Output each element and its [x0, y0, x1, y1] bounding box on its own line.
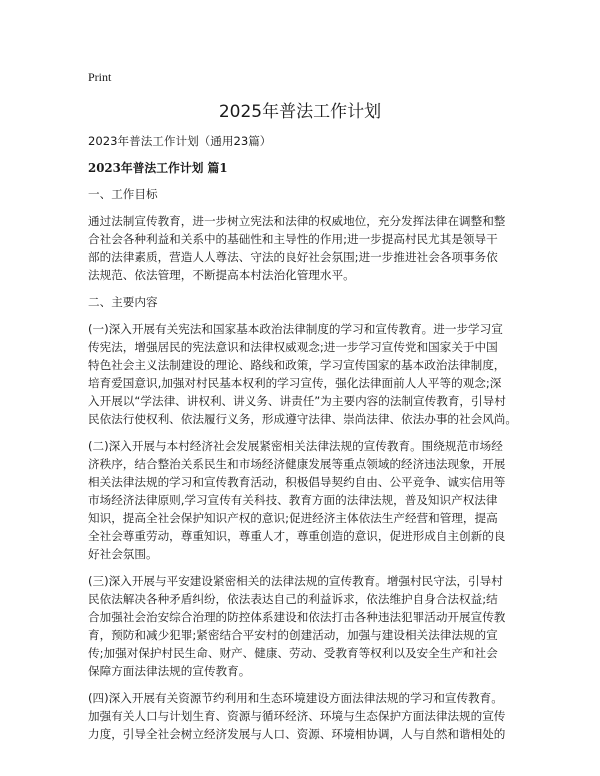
- paragraph-line: 全社会尊重劳动，尊重知识，尊重人才，尊重创造的意识，促进形成自主创新的良: [88, 529, 506, 543]
- paragraph-line: (二)深入开展与本村经济社会发展紧密相关法律法规的宣传教育。围绕规范市场经: [88, 439, 503, 453]
- paragraph-item-1: [88, 320, 524, 428]
- document-title: 2025年普法工作计划: [218, 102, 382, 122]
- heading-main-content: 二、主要内容: [88, 295, 158, 309]
- print-label: Print: [88, 70, 112, 84]
- paragraph-line: 力度，引导全社会树立经济发展与人口、资源、环境相协调，人与自然和谐相处的: [88, 727, 506, 741]
- section-heading: 2023年普法工作计划 篇1: [88, 161, 228, 175]
- paragraph-line: 传宪法，增强居民的宪法意识和法律权威观念;进一步学习宣传党和国家关于中国: [88, 340, 498, 354]
- paragraph-line: 培育爱国意识,加强对村民基本权利的学习宣传，强化法律面前人人平等的观念;深: [88, 376, 502, 390]
- paragraph-line: 特色社会主义法制建设的理论、路线和政策，学习宣传国家的基本政治法律制度，: [88, 358, 506, 372]
- paragraph-line: 济秩序，结合整治关系民生和市场经济健康发展等重点领域的经济违法现象，开展: [88, 457, 506, 471]
- paragraph-line: 加强有关人口与计划生育、资源与循环经济、环境与生态保护方面法律法规的宣传: [88, 709, 506, 723]
- paragraph-line: 通过法制宣传教育，进一步树立宪法和法律的权威地位，充分发挥法律在调整和整: [88, 214, 506, 228]
- paragraph-line: 合社会各种利益和关系中的基础性和主导性的作用;进一步提高村民尤其是领导干: [88, 232, 498, 246]
- document-subtitle: 2023年普法工作计划（通用23篇）: [88, 134, 272, 148]
- paragraph-line: 育，预防和减少犯罪;紧密结合平安村的创建活动，加强与建设相关法律法规的宣: [88, 628, 498, 642]
- paragraph-line: 知识，提高全社会保护知识产权的意识;促进经济主体依法生产经营和管理，提高: [88, 511, 498, 525]
- paragraph-line: 保障方面法律法规的宣传教育。: [88, 664, 251, 678]
- paragraph-work-goals: [88, 212, 524, 284]
- paragraph-line: 传;加强对保护村民生命、财产、健康、劳动、受教育等权利以及安全生产和社会: [88, 646, 498, 660]
- paragraph-line: 入开展以“学法律、讲权利、讲义务、讲责任”为主要内容的法制宣传教育，引导村: [88, 394, 506, 408]
- paragraph-item-3: [88, 572, 524, 680]
- paragraph-line: (三)深入开展与平安建设紧密相关的法律法规的宣传教育。增强村民守法，引导村: [88, 574, 503, 588]
- paragraph-line: (四)深入开展有关资源节约利用和生态环境建设方面法律法规的学习和宣传教育。: [88, 691, 503, 705]
- heading-work-goals: 一、工作目标: [88, 187, 158, 201]
- paragraph-line: 民依法行使权利、依法履行义务，形成遵守法律、崇尚法律、依法办事的社会风尚。: [88, 412, 517, 426]
- paragraph-line: 民依法解决各种矛盾纠纷，依法表达自己的利益诉求，依法维护自身合法权益;结: [88, 592, 498, 606]
- paragraph-item-4: [88, 689, 524, 743]
- paragraph-line: 好社会氛围。: [88, 547, 158, 561]
- paragraph-line: 合加强社会治安综合治理的防控体系建设和依法打击各种违法犯罪活动开展宣传教: [88, 610, 506, 624]
- paragraph-line: 法规范、依法管理，不断提高本村法治化管理水平。: [88, 268, 355, 282]
- paragraph-line: 部的法律素质，营造人人尊法、守法的良好社会氛围;进一步推进社会各项事务依: [88, 250, 498, 264]
- paragraph-item-2: [88, 437, 524, 563]
- paragraph-line: 市场经济法律原则,学习宣传有关科技、教育方面的法律法规，普及知识产权法律: [88, 493, 498, 507]
- document-body: [88, 132, 524, 752]
- paragraph-line: (一)深入开展有关宪法和国家基本政治法律制度的学习和宣传教育。进一步学习宣: [88, 322, 503, 336]
- paragraph-line: 相关法律法规的学习和宣传教育活动，积极倡导契约自由、公平竞争、诚实信用等: [88, 475, 506, 489]
